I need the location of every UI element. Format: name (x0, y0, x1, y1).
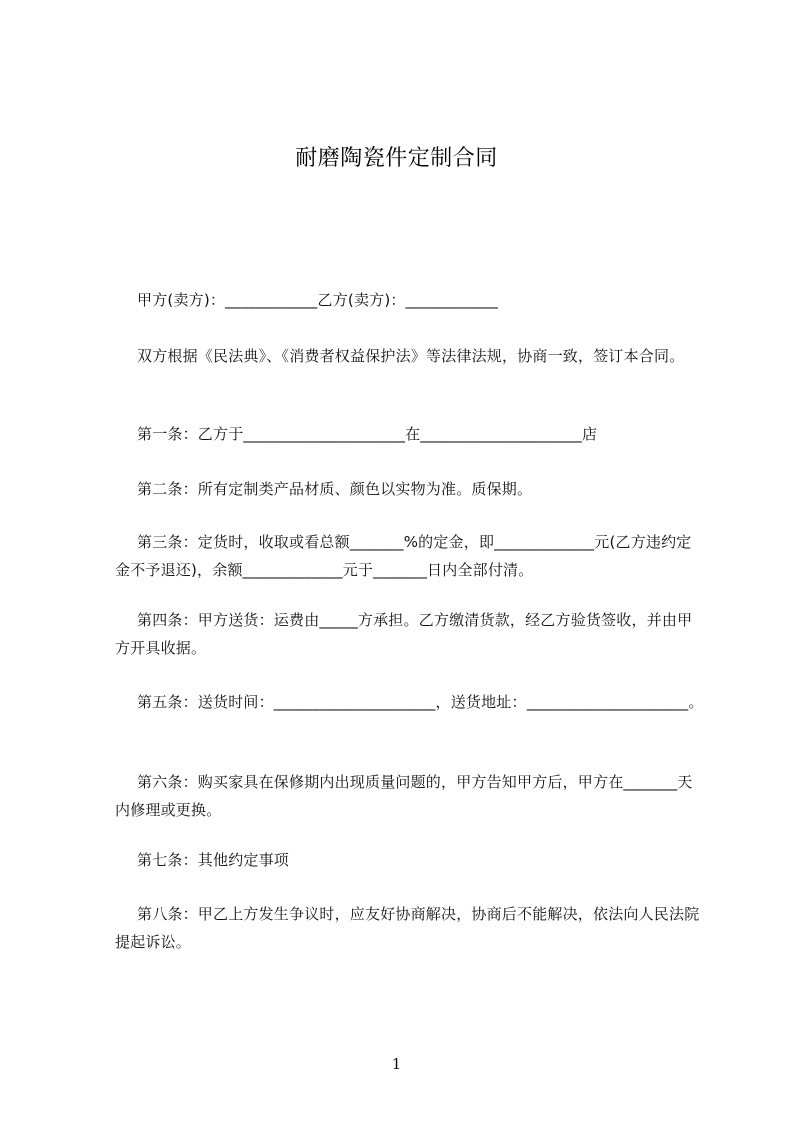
article-8: 第八条：甲乙上方发生争议时，应友好协商解决，协商后不能解决，依法向人民法院提起诉讼。 (115, 905, 700, 951)
article-3: 第三条：定货时，收取或看总额_______%的定金，即_____________元(乙方违约定金不予退还)，余额_____________元于_______日内全部付清。 (115, 533, 692, 579)
preamble-paragraph: 双方根据《民法典》、《消费者权益保护法》等法律法规，协商一致，签订本合同。 (137, 347, 685, 365)
article-7: 第七条：其他约定事项 (137, 851, 290, 869)
article-1: 第一条：乙方于_____________________在_____________________店 (137, 425, 598, 443)
article-4: 第四条：甲方送货：运费由_____方承担。乙方缴清货款，经乙方验货签收，并由甲方开具收据。 (115, 611, 693, 657)
article-6: 第六条：购买家具在保修期内出现质量问题的，甲方告知甲方后，甲方在_______天内修理或更换。 (115, 773, 693, 819)
document-title: 耐磨陶瓷件定制合同 (295, 146, 498, 171)
page-number: 1 (391, 1055, 402, 1073)
article-2: 第二条：所有定制类产品材质、颜色以实物为准。质保期。 (137, 480, 533, 498)
parties-line: 甲方(卖方)：____________乙方(卖方)：____________ (137, 291, 499, 309)
article-5: 第五条：送货时间：_____________________，送货地址：_____________________。 (137, 693, 704, 711)
